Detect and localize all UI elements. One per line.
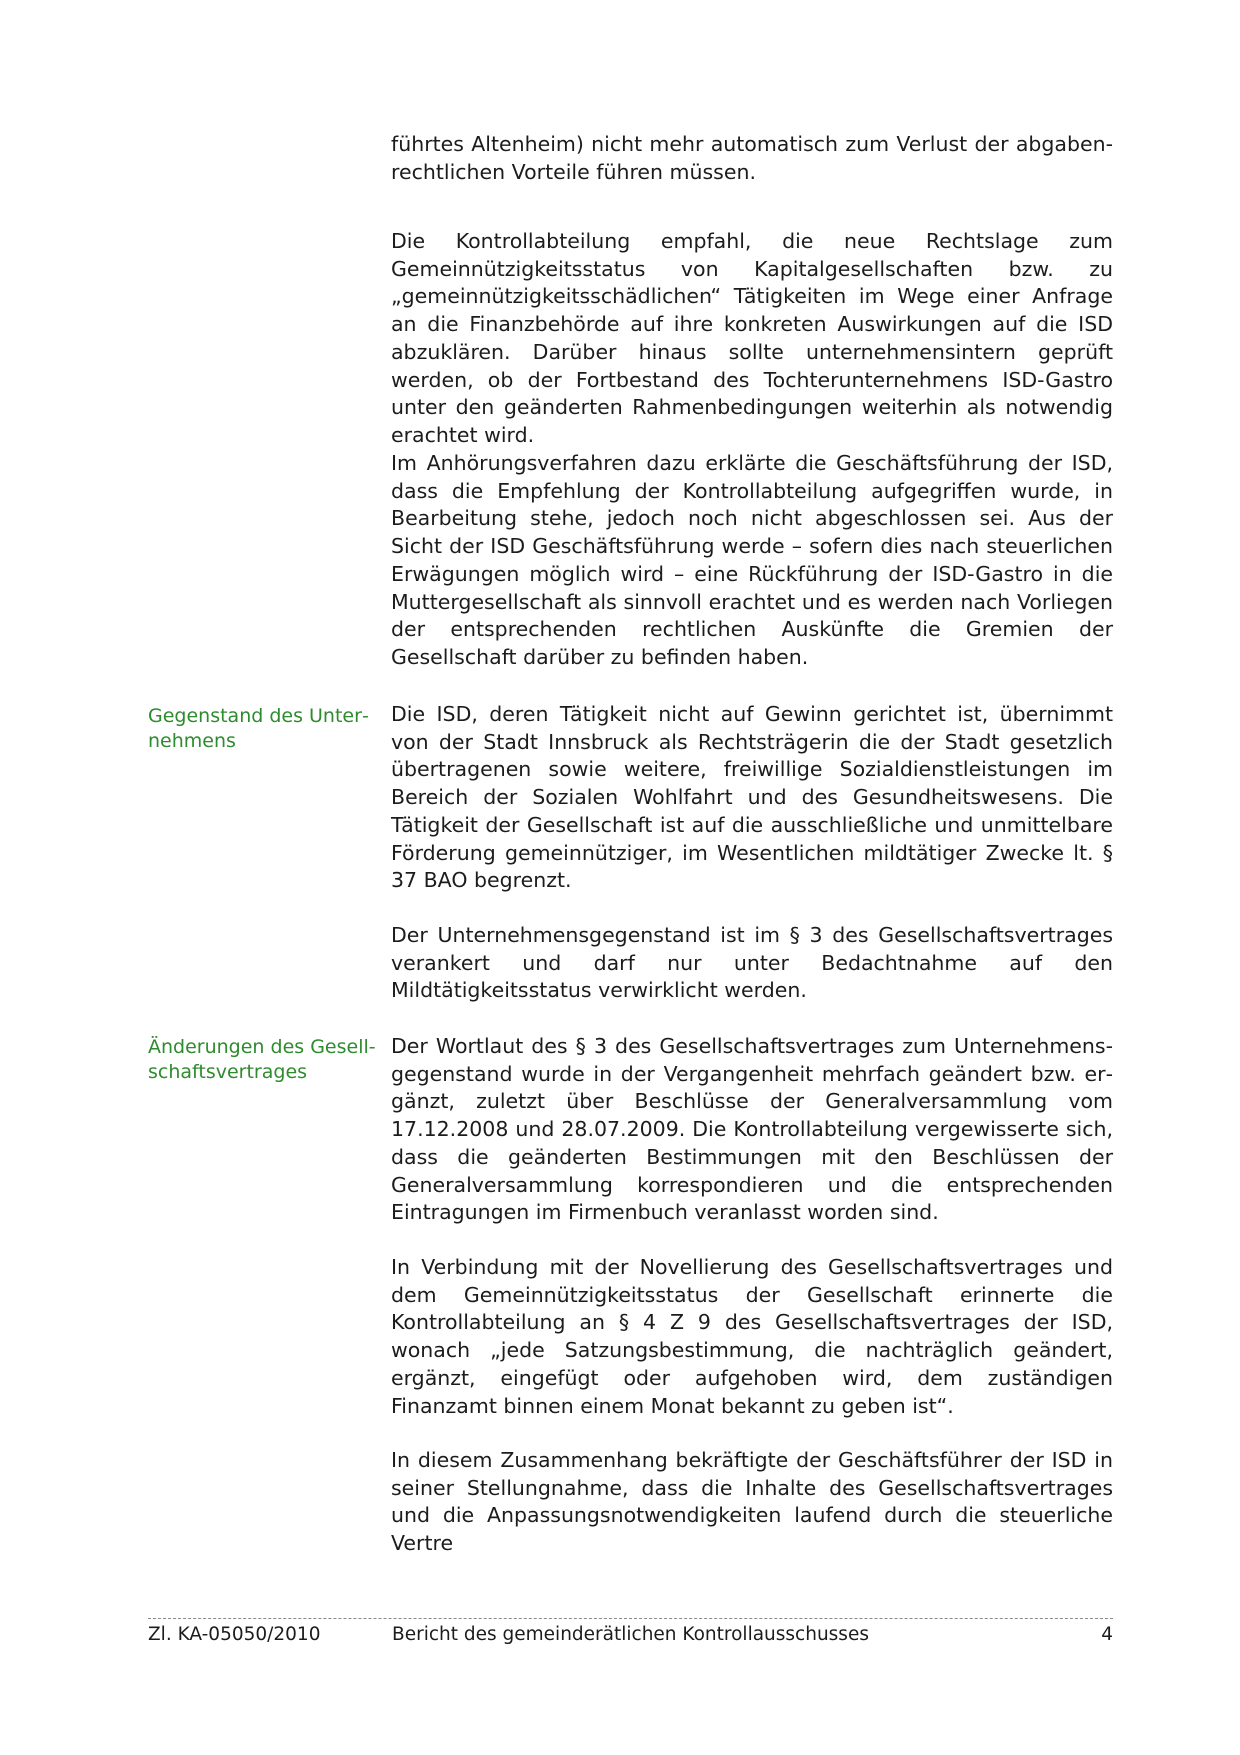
paragraph-altenheim: führtes Altenheim) nicht mehr automatisch zum Verlust der abgabenrechtlichen Vorteile führen müssen. — [391, 132, 1113, 184]
margin-note-aenderungen: Änderungen des Gesellschaftsvertrages — [148, 1036, 376, 1083]
paragraph-unternehmensgegenstand: Der Unternehmensgegenstand ist im § 3 des Gesellschaftsvertrages verankert und darf nur unter Bedachtnahme auf den Mildtätigkeitsstatus verwirklicht werden. — [391, 923, 1113, 1003]
paragraph-anhoerung: Im Anhörungsverfahren dazu erklärte die Geschäftsführung der ISD, dass die Empfehlung der Kontrollabteilung aufgegriffen wurde, in Bearbeitung stehe, jedoch noch nicht abgeschlossen sei. Aus der Sicht der ISD Geschäftsführung werde – sofern dies nach steuerlichen Erwägungen möglich wird – eine Rückführung der ISD-Gastro in die Muttergesellschaft als sinnvoll erachtet und es werden nach Vorliegen der entsprechenden rechtlichen Auskünfte die Gremien der Gesellschaft darüber zu befinden haben. — [391, 451, 1113, 669]
paragraph-gegenstand: Die ISD, deren Tätigkeit nicht auf Gewinn gerichtet ist, übernimmt von der Stadt Innsbruck als Rechtsträgerin die der Stadt gesetzlich übertragenen sowie weitere, freiwillige Sozialdienstleistungen im Bereich der Sozialen Wohlfahrt und des Gesundheitswesens. Die Tätigkeit der Gesellschaft ist auf die ausschließliche und unmittelbare Förderung gemeinnütziger, im Wesentlichen mildtätiger Zwecke lt. § 37 BAO begrenzt. — [391, 702, 1113, 893]
footer-title: Bericht des gemeinderätlichen Kontrollausschusses — [392, 1624, 869, 1645]
paragraph-wortlaut: Der Wortlaut des § 3 des Gesellschaftsvertrages zum Unternehmensgegenstand wurde in der Vergangenheit mehrfach geändert bzw. ergänzt, zuletzt über Beschlüsse der Generalversammlung vom 17.12.2008 und 28.07.2009. Die Kontrollabteilung vergewisserte sich, dass die geänderten Bestimmungen mit den Beschlüssen der Generalversammlung korrespondieren und die entsprechenden Eintragungen im Firmenbuch veranlasst worden sind. — [391, 1034, 1113, 1225]
paragraph-empfehlung: Die Kontrollabteilung empfahl, die neue Rechtslage zum Gemeinnützigkeitsstatus von Kapitalgesellschaften bzw. zu „gemeinnützigkeitsschädlichen“ Tätigkeiten im Wege einer Anfrage an die Finanzbehörde auf ihre konkreten Auswirkungen auf die ISD abzuklären. Darüber hinaus sollte unternehmensintern geprüft werden, ob der Fortbestand des Tochterunternehmens ISD-Gastro unter den geänderten Rahmenbedingungen weiterhin als notwendig erachtet wird. — [391, 229, 1113, 447]
footer-page-number: 4 — [1101, 1624, 1113, 1645]
paragraph-stellungnahme: In diesem Zusammenhang bekräftigte der Geschäftsführer der ISD in seiner Stellungnahme, dass die Inhalte des Gesellschaftsvertrages und die Anpassungsnotwendigkeiten laufend durch die steuerliche Vertre — [391, 1448, 1113, 1556]
page-footer — [148, 1618, 1113, 1645]
footer-reference: Zl. KA-05050/2010 — [148, 1624, 321, 1645]
paragraph-novellierung: In Verbindung mit der Novellierung des Gesellschaftsvertrages und dem Gemeinnützigkeitsstatus der Gesellschaft erinnerte die Kontrollabteilung an § 4 Z 9 des Gesellschaftsvertrages der ISD, wonach „jede Satzungsbestimmung, die nachträglich geändert, ergänzt, eingefügt oder aufgehoben wird, dem zuständigen Finanzamt binnen einem Monat bekannt zu geben ist“. — [391, 1255, 1113, 1418]
margin-note-gegenstand: Gegenstand des Unternehmens — [148, 705, 369, 752]
